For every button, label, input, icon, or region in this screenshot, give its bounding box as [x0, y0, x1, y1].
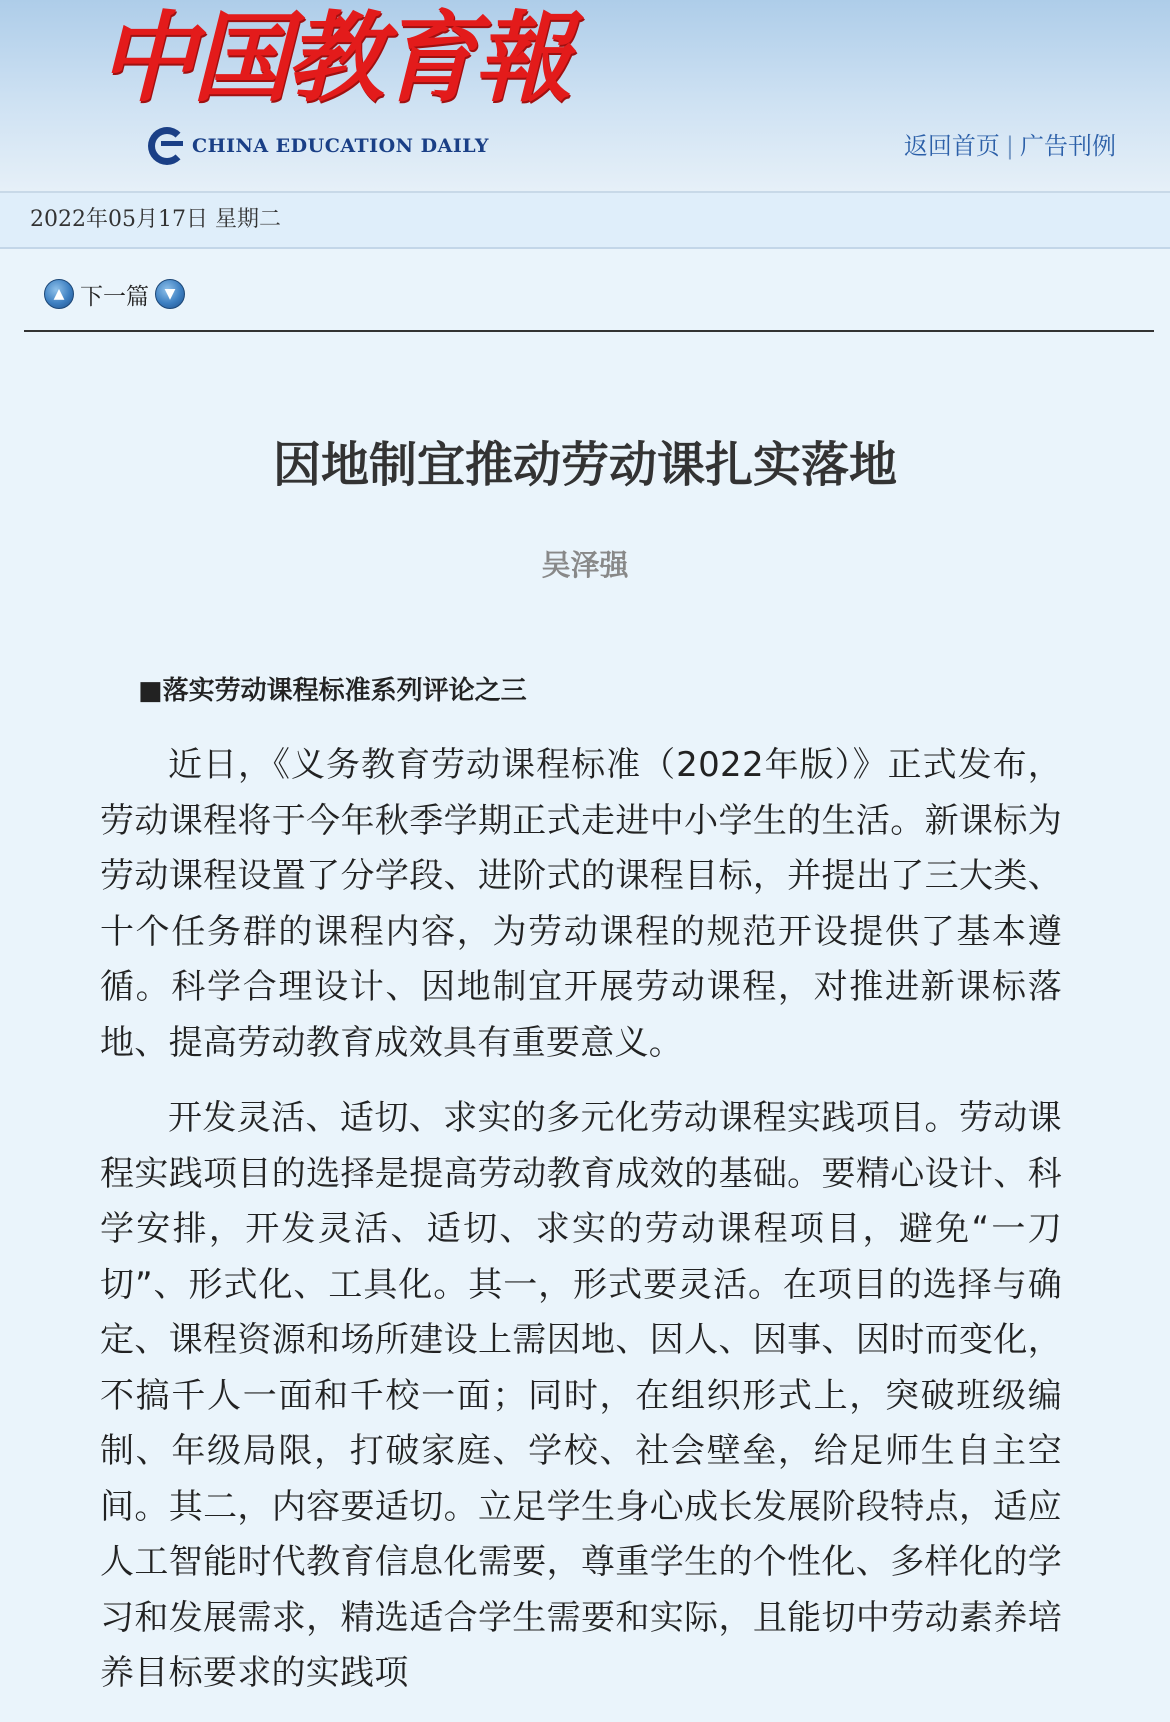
arrow-up-icon: ▲ — [44, 279, 74, 309]
next-article-label: 下一篇 — [80, 283, 149, 310]
issue-date: 2022年05月17日 星期二 — [30, 207, 281, 232]
paragraph: 近日，《义务教育劳动课程标准（2022年版）》正式发布，劳动课程将于今年秋季学期正式走进中小学生的生活。新课标为劳动课程设置了分学段、进阶式的课程目标，并提出了三大类、十个任务群的课程内容，为劳动课程的规范开设提供了基本遵循。科学合理设计、因地制宜开展劳动课程，对推进新课标落地、提高劳动教育成效具有重要意义。 — [100, 745, 1062, 1063]
arrow-down-icon: ▼ — [155, 279, 185, 309]
ce-logo-icon — [148, 127, 186, 165]
sub-logo-text: CHINA EDUCATION DAILY — [192, 135, 489, 157]
article-author: 吴泽强 — [541, 548, 629, 582]
article-body — [100, 738, 1062, 1722]
article-title: 因地制宜推动劳动课扎实落地 — [272, 437, 897, 493]
ad-rates-link[interactable]: 广告刊例 — [1020, 132, 1116, 160]
next-article-button[interactable] — [44, 276, 185, 312]
paragraph: 开发灵活、适切、求实的多元化劳动课程实践项目。劳动课程实践项目的选择是提高劳动教育成效的基础。要精心设计、科学安排，开发灵活、适切、求实的劳动课程项目，避免“一刀切”、形式化、工具化。其一，形式要灵活。在项目的选择与确定、课程资源和场所建设上需因地、因人、因事、因时而变化，不搞千人一面和千校一面；同时，在组织形式上，突破班级编制、年级局限，打破家庭、学校、社会壁垒，给足师生自主空间。其二，内容要适切。立足学生身心成长发展阶段特点，适应人工智能时代教育信息化需要，尊重学生的个性化、多样化的学习和发展需求，精选适合学生需要和实际，且能切中劳动素养培养目标要求的实践项 — [100, 1098, 1062, 1693]
sub-logo — [148, 126, 489, 166]
series-label: ■落实劳动课程标准系列评论之三 — [138, 676, 527, 706]
top-links — [904, 128, 1116, 164]
date-bar — [0, 193, 1170, 249]
masthead-logo[interactable]: 中国教育報 — [98, 1, 569, 116]
link-separator: | — [1005, 132, 1014, 160]
article-nav — [24, 252, 1154, 332]
home-link[interactable]: 返回首页 — [903, 132, 1000, 160]
site-header — [0, 0, 1170, 193]
